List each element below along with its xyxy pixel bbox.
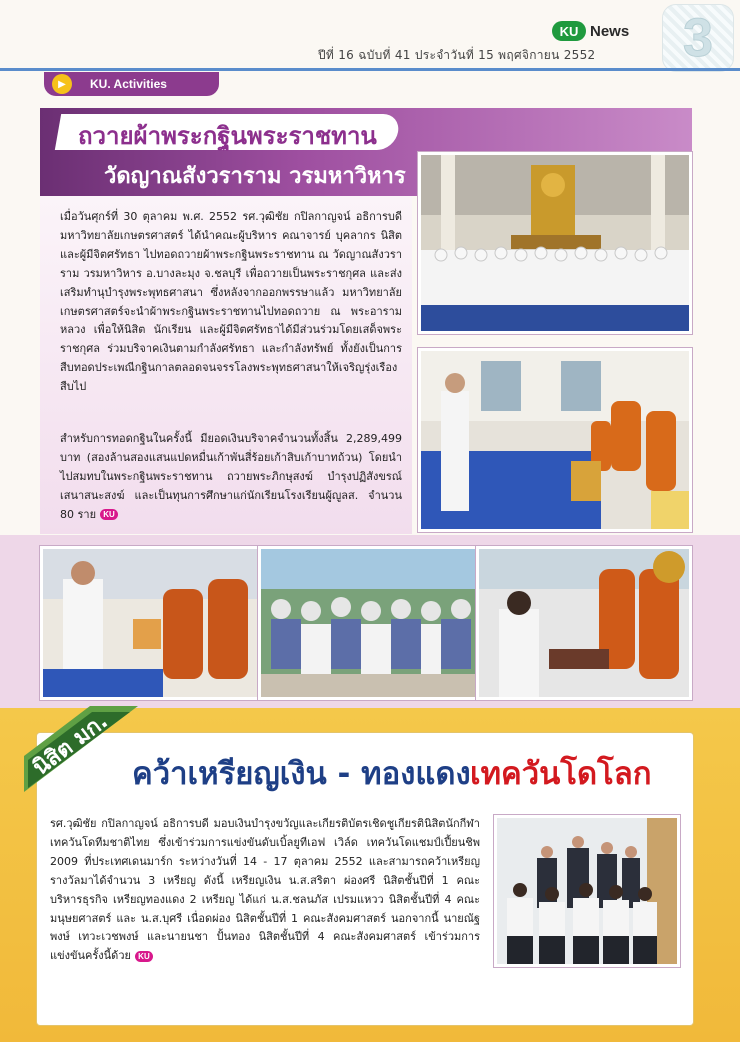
ribbon-label: นิสิต มก. — [28, 708, 113, 781]
news-label: News — [590, 22, 630, 40]
ribbon-badge — [24, 706, 138, 792]
article-paragraph — [50, 815, 480, 966]
play-icon: ▶ — [52, 74, 72, 94]
article-paragraph-text: สำหรับการทอดกฐินในครั้งนี้ มียอดเงินบริจาคจำนวนทั้งสิ้น 2,289,499 บาท (สองล้านสองแสนแปดหมื่นเก้าพันสี่ร้อยเก้าสิบเก้าบาทถ้วน) โดยนำไปสมทบในพระกฐินพระราชทาน ถวายพระภิกษุสงฆ์ บำรุงปฏิสังขรณ์เสนาสนะสงฆ์ และเป็นทุนการศึกษาแก่นักเรียนโรงเรียนผู้ญูลส. จำนวน 80 ราย — [60, 432, 402, 521]
end-mark-icon: KU — [135, 951, 153, 962]
photo-group-temple — [418, 152, 692, 334]
article-title: ถวายผ้าพระกฐินพระราชทาน — [78, 122, 377, 150]
headline-medals: คว้าเหรียญเงิน - ทองแดง — [132, 756, 471, 792]
ku-logo: KU — [552, 21, 586, 41]
article-paragraph — [60, 430, 402, 525]
article-paragraph: เมื่อวันศุกร์ที่ 30 ตุลาคม พ.ศ. 2552 รศ.วุฒิชัย กปิลกาญจน์ อธิการบดีมหาวิทยาลัยเกษตรศาสตร์ ได้นำคณะผู้บริหาร คณาจารย์ บุคลากร นิสิต และผู้มีจิตศรัทธา ไปทอดถวายผ้าพระกฐินพระราชทาน ณ วัดญาณสังวราราม วรมหาวิหาร อ.บางละมุง จ.ชลบุรี เพื่อถวายเป็นพระราชกุศล และส่งเสริมทำนุบำรุงพระพุทธศาสนา ซึ่งหลังจากออกพรรษาแล้ว มหาวิทยาลัยเกษตรศาสตร์จะนำผ้าพระกฐินพระราชทานไปทอดถวาย ณ พระอารามหลวง เพื่อให้นิสิต นักเรียน และผู้มีจิตศรัทธาได้มีส่วนร่วมโดยเสด็จพระราชกุศล ร่วมบริจาคเงินตามกำลังศรัทธา และกำลังทรัพย์ ทั้งยังเป็นการสืบทอดประเพณีกฐินกาลตลอดจนจรรโลงพระพุทธศาสนาให้เจริญรุ่งเรืองสืบไป — [60, 210, 402, 394]
section-label: KU. Activities — [90, 77, 167, 91]
article-subtitle: วัดญาณสังวราราม วรมหาวิหาร — [104, 164, 406, 189]
header-divider — [0, 68, 740, 71]
photo-award-group — [494, 815, 680, 967]
end-mark-icon: KU — [100, 509, 118, 520]
photo-ceremony-monks — [418, 348, 692, 532]
photo-ceremony-table-front — [476, 546, 692, 700]
section-tag — [44, 72, 219, 96]
photo-audience-front — [258, 546, 478, 700]
page-number: 3 — [662, 4, 734, 72]
headline-taekwondo: เทควันโดโลก — [470, 756, 652, 792]
photo-offering-monks-front — [40, 546, 260, 700]
news-brand — [552, 21, 629, 41]
issue-line: ปีที่ 16 ฉบับที่ 41 ประจำวันที่ 15 พฤศจิกายน 2552 — [318, 48, 596, 62]
article-paragraph-text: รศ.วุฒิชัย กปิลกาญจน์ อธิการบดี มอบเงินบำรุงขวัญและเกียรติบัตรเชิดชูเกียรตินิสิตนักกีฬาเทควันโดทีมชาติไทย ซึ่งเข้าร่วมการแข่งขันดับเบิ้ลยูทีเอฟ เวิล์ด เทควันโดแชมป์เปี้ยนชิพ 2009 ที่ประเทศเดนมาร์ก ระหว่างวันที่ 14 - 17 ตุลาคม 2552 และสามารถคว้าเหรียญรางวัลมาได้จำนวน 3 เหรียญ ดังนี้ เหรียญเงิน น.ส.สริตา ผ่องศรี นิสิตชั้นปีที่ 1 คณะบริหารธุรกิจ เหรียญทองแดง 2 เหรียญ ได้แก่ น.ส.ชลนภัส เปรมแหวว นิสิตชั้นปีที่ 4 คณะมนุษยศาสตร์ และ น.ส.บุศรี เนื่อดผ่อง นิสิตชั้นปีที่ 1 คณะสังคมศาสตร์ นอกจากนี้ นายณัฐพงษ์ เทวะเวชพงษ์ และนายนชา ปั้นทอง นิสิตชั้นปีที่ 4 คณะสังคมศาสตร์ เข้าร่วมการแข่งขันครั้งนี้ด้วย — [50, 817, 480, 963]
